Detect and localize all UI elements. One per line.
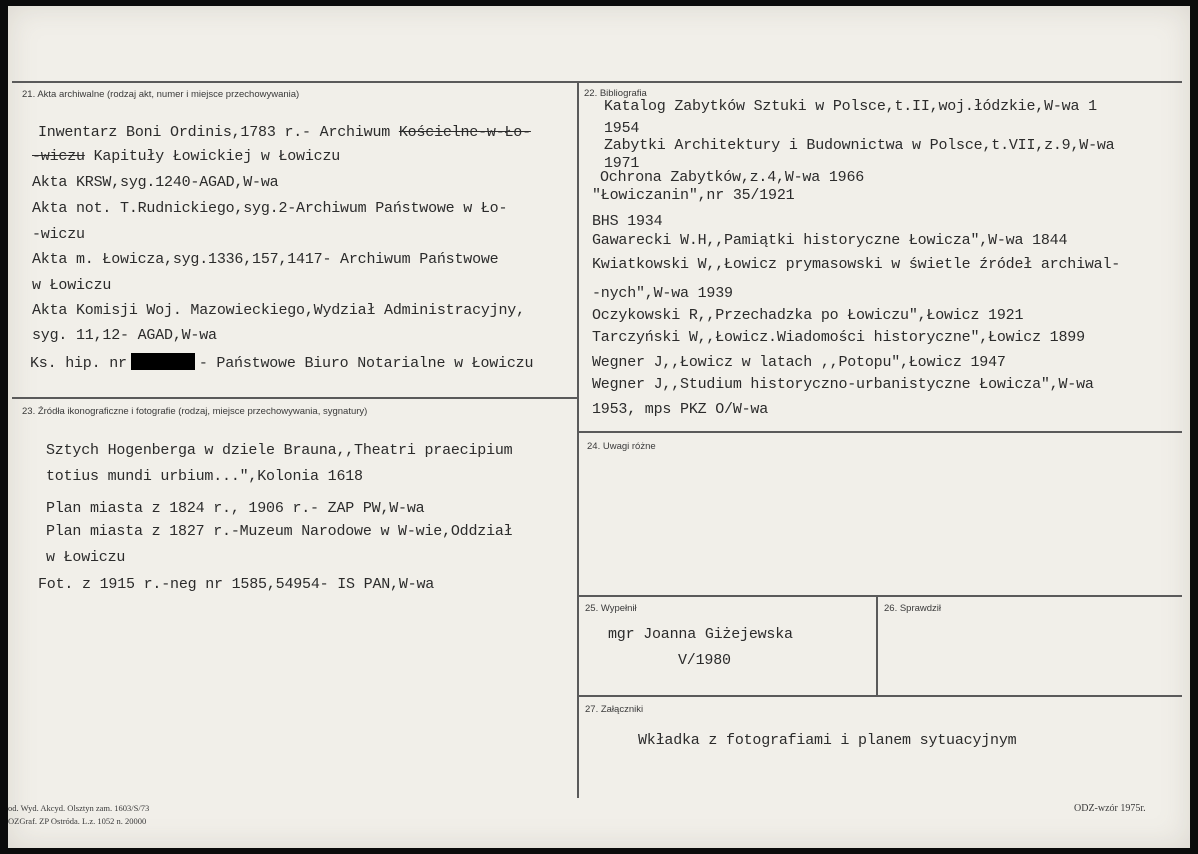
record-card	[8, 6, 1190, 848]
filled-by-date: V/1980	[678, 652, 731, 669]
divider	[578, 695, 1182, 697]
bibliography-line-13: Wegner J,,Łowicz w latach ,,Potopu",Łowicz 1947	[592, 354, 1006, 371]
bibliography-line-11: Oczykowski R,,Przechadzka po Łowiczu",Łowicz 1921	[592, 307, 1024, 324]
footer-print-info-1: od. Wyd. Akcyd. Olsztyn zam. 1603/S/73	[8, 803, 150, 813]
iconography-line-6: Fot. z 1915 r.-neg nr 1585,54954- IS PAN,W-wa	[38, 576, 435, 593]
archive-line-5: -wiczu	[32, 226, 85, 243]
footer-print-info-2: OZGraf. ZP Ostróda. L.z. 1052 n. 20000	[8, 816, 147, 826]
archive-line-4: Akta not. T.Rudnickiego,syg.2-Archiwum Państwowe w Ło-	[32, 200, 508, 217]
bibliography-line-12: Tarczyński W,,Łowicz.Wiadomości historyczne",Łowicz 1899	[592, 329, 1085, 346]
bibliography-line-6: "Łowiczanin",nr 35/1921	[592, 187, 795, 204]
section-23-label: 23. Źródła ikonograficzne i fotografie (rodzaj, miejsce przechowywania, sygnatury)	[22, 406, 368, 417]
archive-line-3: Akta KRSW,syg.1240-AGAD,W-wa	[32, 174, 279, 191]
archive-line-2	[32, 148, 340, 165]
divider	[876, 595, 878, 696]
archive-text: - Państwowe Biuro Notarialne w Łowiczu	[198, 355, 534, 372]
divider	[578, 595, 1182, 597]
iconography-line-4: Plan miasta z 1827 r.-Muzeum Narodowe w W-wie,Oddział	[46, 523, 513, 540]
bibliography-line-4: 1971	[604, 155, 640, 172]
divider	[578, 431, 1182, 433]
struck-text: Kościelne-w-Ło-	[398, 124, 531, 141]
archive-line-9: syg. 11,12- AGAD,W-wa	[32, 327, 217, 344]
filled-by-name: mgr Joanna Giżejewska	[608, 626, 793, 643]
divider	[577, 81, 579, 798]
section-21-label: 21. Akta archiwalne (rodzaj akt, numer i miejsce przechowywania)	[22, 89, 300, 100]
bibliography-line-2: 1954	[604, 120, 640, 137]
section-27-label: 27. Załączniki	[585, 704, 644, 715]
iconography-line-5: w Łowiczu	[46, 549, 126, 566]
archive-text: Kapituły Łowickiej w Łowiczu	[84, 148, 341, 165]
section-25-label: 25. Wypełnił	[585, 603, 637, 614]
bibliography-line-14: Wegner J,,Studium historyczno-urbanistyczne Łowicza",W-wa	[592, 376, 1094, 393]
iconography-line-2: totius mundi urbium...",Kolonia 1618	[46, 468, 363, 485]
divider	[12, 81, 1182, 83]
archive-line-7: w Łowiczu	[32, 277, 112, 294]
archive-line-8: Akta Komisji Woj. Mazowieckiego,Wydział Administracyjny,	[32, 302, 525, 319]
bibliography-line-9: Kwiatkowski W,,Łowicz prymasowski w świetle źródeł archiwal-	[592, 256, 1121, 273]
archive-line-6: Akta m. Łowicza,syg.1336,157,1417- Archiwum Państwowe	[32, 251, 499, 268]
archive-line-10	[30, 353, 533, 372]
archive-text: Ks. hip. nr	[30, 355, 127, 372]
bibliography-line-5: Ochrona Zabytków,z.4,W-wa 1966	[600, 169, 865, 186]
iconography-line-3: Plan miasta z 1824 r., 1906 r.- ZAP PW,W-wa	[46, 500, 425, 517]
struck-text: -wiczu	[32, 148, 85, 165]
section-26-label: 26. Sprawdził	[884, 603, 942, 614]
bibliography-line-8: Gawarecki W.H,,Pamiątki historyczne Łowicza",W-wa 1844	[592, 232, 1068, 249]
iconography-line-1: Sztych Hogenberga w dziele Brauna,,Theatri praecipium	[46, 442, 513, 459]
redaction-block	[131, 353, 195, 370]
bibliography-line-7: BHS 1934	[592, 213, 663, 230]
bibliography-line-15: 1953, mps PKZ O/W-wa	[592, 401, 769, 418]
archive-line-1	[38, 124, 531, 141]
footer-form-id: ODZ-wzór 1975r.	[1074, 803, 1146, 814]
bibliography-line-3: Zabytki Architektury i Budownictwa w Polsce,t.VII,z.9,W-wa	[604, 137, 1115, 154]
archive-text: Inwentarz Boni Ordinis,1783 r.- Archiwum	[38, 124, 399, 141]
attachments-text: Wkładka z fotografiami i planem sytuacyjnym	[638, 732, 1017, 749]
bibliography-line-10: -nych",W-wa 1939	[592, 285, 733, 302]
bibliography-line-1: Katalog Zabytków Sztuki w Polsce,t.II,woj.łódzkie,W-wa 1	[604, 98, 1097, 115]
divider	[12, 397, 578, 399]
section-24-label: 24. Uwagi różne	[587, 441, 656, 452]
section-22-label: 22. Bibliografia	[584, 88, 647, 99]
